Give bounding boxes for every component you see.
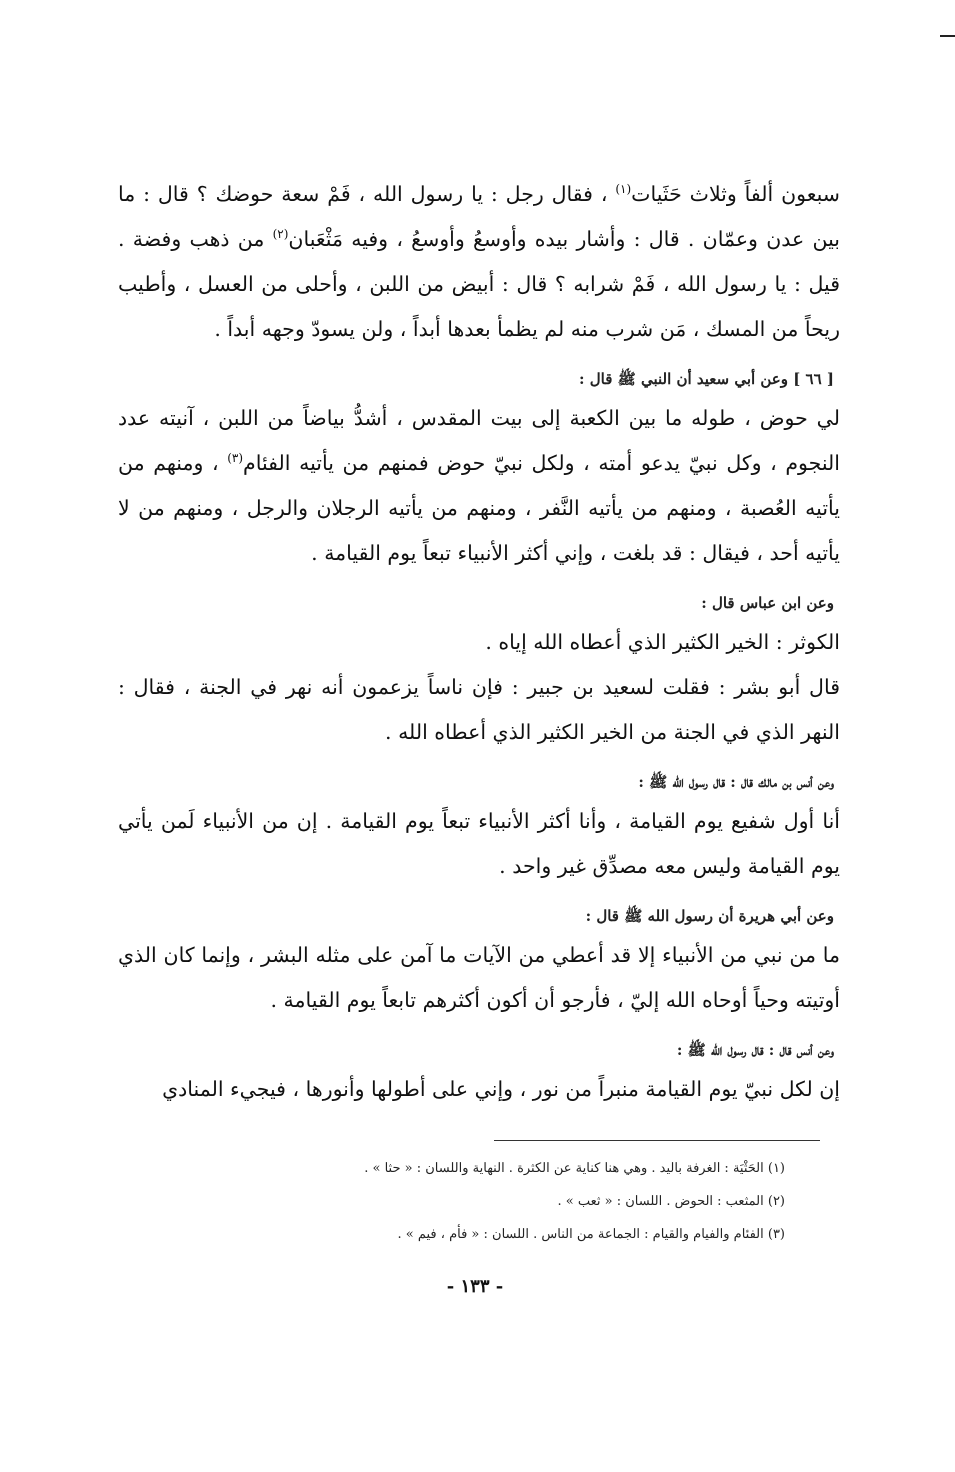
hadith-heading: [118, 1037, 834, 1063]
footnote-1: (١) الحَثْيَة : الغرفة باليد . وهي هنا كناية عن الكثرة . النهاية واللسان : « حثا » .: [364, 1161, 785, 1176]
footnote-ref: (٢): [272, 227, 289, 242]
body-paragraph: [118, 665, 840, 755]
text-run: الكوثر : الخير الكثير الذي أعطاه الله إياه .: [485, 630, 840, 654]
text-run: أنا أول شفيع يوم القيامة ، وأنا أكثر الأنبياء تبعاً يوم القيامة . إن من الأنبياء لَمن يأتي يوم القيامة وليس معه مصدِّق غير واحد .: [118, 809, 840, 878]
hadith-heading: [118, 769, 834, 795]
text-run: من ذهب وفضة . قيل : يا رسول الله ، فَمْ شرابه ؟ قال : أبيض من اللبن ، وأحلى من العسل ، وأطيب ريحاً من المسك ، مَن شرب منه لم يظمأ بعدها أبداً ، ولن يسودّ وجهه أبداً .: [118, 227, 840, 341]
text-run: وعن أبي هريرة أن رسول الله ﷺ قال :: [585, 907, 834, 925]
footnote-3: (٣) الفئام والفيام والقيام : الجماعة من الناس . اللسان : « فأم ، فيم » .: [397, 1227, 785, 1242]
text-run: إن لكل نبيّ يوم القيامة منبراً من نور ، وإني على أطولها وأنورها ، فيجيء المنادي: [162, 1077, 840, 1101]
corner-mark: [940, 35, 955, 37]
footnote-ref: (٣): [227, 451, 244, 466]
text-run: سبعون ألفاً وثلاث حَثَيات: [631, 182, 840, 206]
hadith-heading: [118, 366, 834, 392]
text-run: ، ومنهم من يأتيه العُصبة ، ومنهم من يأتيه النَّفر ، ومنهم من يأتيه الرجلان والرجل ، ومنهم من لا يأتيه أحد ، فيقال : قد بلغت ، وإني أكثر الأنبياء تبعاً يوم القيامة .: [118, 451, 840, 565]
text-run: وعن أنس بن مالك قال : قال رسول الله ﷺ :: [638, 773, 834, 791]
page-number: - ١٣٣ -: [446, 1276, 504, 1297]
body-paragraph: [118, 172, 840, 352]
body-paragraph: [118, 1067, 840, 1112]
footnote-ref: (١): [615, 182, 632, 197]
footnotes: [330, 1152, 785, 1251]
text-run: ، فقال رجل : يا رسول الله ، فَمْ سعة حوضك ؟ قال : ما بين عدن وعمّان . قال : وأشار بيده وأوسعُ وأوسعُ ، وفيه مَثْعَبان: [118, 182, 840, 251]
text-run: قال أبو بشر : فقلت لسعيد بن جبير : فإن ناساً يزعمون أنه نهر في الجنة ، فقال : النهر الذي في الجنة من الخير الكثير الذي أعطاه الله .: [118, 675, 840, 744]
text-run: وعن ابن عباس قال :: [701, 594, 834, 612]
text-run: ما من نبي من الأنبياء إلا قد أعطي من الآيات ما آمن على مثله البشر ، وإنما كان الذي أوتيته وحياً أوحاه الله إليّ ، فأرجو أن أكون أكثرهم تابعاً يوم القيامة .: [118, 943, 840, 1012]
body-paragraph: [118, 933, 840, 1023]
body-paragraph: [118, 396, 840, 576]
footnote-2: (٢) المثعب : الحوض . اللسان : « ثعب » .: [557, 1194, 785, 1209]
body-paragraph: [118, 799, 840, 889]
main-text: [118, 172, 840, 1112]
hadith-heading: [118, 590, 834, 616]
footnote-rule: [494, 1140, 820, 1141]
hadith-heading: [118, 903, 834, 929]
text-run: وعن أنس قال : قال رسول الله ﷺ :: [676, 1041, 834, 1059]
body-paragraph: [118, 620, 840, 665]
text-run: لي حوض ، طوله ما بين الكعبة إلى بيت المقدس ، أشدُّ بياضاً من اللبن ، آنيته عدد النجوم ، وكل نبيّ يدعو أمته ، ولكل نبيّ حوض فمنهم من يأتيه الفئام: [118, 406, 840, 475]
text-run: [ ٦٦ ] وعن أبي سعيد أن النبي ﷺ قال :: [579, 370, 834, 388]
